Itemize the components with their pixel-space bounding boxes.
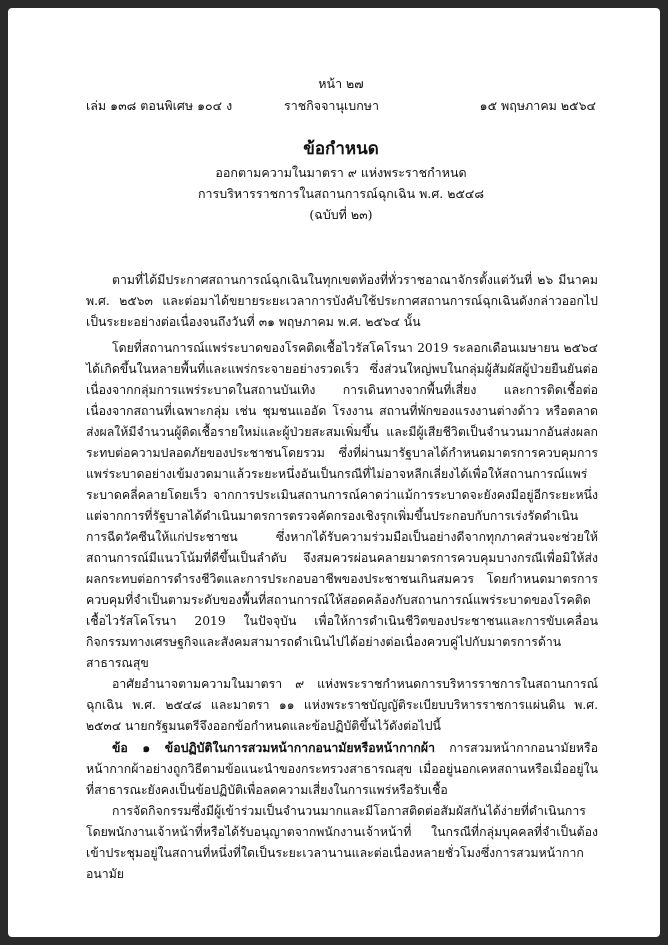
- header-line: [86, 96, 596, 114]
- title-subtitle-2: การบริหารราชการในสถานการณ์ฉุกเฉิน พ.ศ. ๒๕๔๘: [197, 186, 485, 201]
- title-edition: (ฉบับที่ ๒๓): [309, 207, 373, 222]
- paragraph-2: โดยที่สถานการณ์แพร่ระบาดของโรคติดเชื้อไวรัสโคโรนา 2019 ระลอกเดือนเมษายน ๒๕๖๔ ได้เกิดขึ้นในหลายพื้นที่และแพร่กระจายอย่างรวดเร็ว ซึ่งส่วนใหญ่พบในกลุ่มผู้สัมผัสผู้ป่วยยืนยันต่อเนื่องจากกลุ่มการแพร่ระบาดในสถานบันเทิง การเดินทางจากพื้นที่เสี่ยง และการติดเชื้อต่อเนื่องจากสถานที่เฉพาะกลุ่ม เช่น ชุมชนแออัด โรงงาน สถานที่พักของแรงงานต่างด้าว หรือตลาด ส่งผลให้มีจำนวนผู้ติดเชื้อรายใหม่และผู้ป่วยสะสมเพิ่มขึ้น และมีผู้เสียชีวิตเป็นจำนวนมากอันส่งผลกระทบต่อความปลอดภัยของประชาชนโดยรวม ซึ่งที่ผ่านมารัฐบาลได้กำหนดมาตรการควบคุมการแพร่ระบาดอย่างเข้มงวดมาแล้วระยะหนึ่งอันเป็นกรณีที่ไม่อาจหลีกเลี่ยงได้เพื่อให้สถานการณ์แพร่ระบาดคลี่คลายโดยเร็ว จากการประเมินสถานการณ์คาดว่าแม้การระบาดจะยังคงมีอยู่อีกระยะหนึ่ง แต่จากการที่รัฐบาลได้ดำเนินมาตรการตรวจคัดกรองเชิงรุกเพิ่มขึ้นประกอบกับการเร่งรัดดำเนินการฉีดวัคซีนให้แก่ประชาชน ซึ่งหากได้รับความร่วมมือเป็นอย่างดีจากทุกภาคส่วนจะช่วยให้สถานการณ์มีแนวโน้มที่ดีขึ้นเป็นลำดับ จึงสมควรผ่อนคลายมาตรการควบคุมบางกรณีเพื่อมิให้ส่งผลกระทบต่อการดำรงชีวิตและการประกอบอาชีพของประชาชนเกินสมควร โดยกำหนดมาตรการควบคุมที่จำเป็นตามระดับของพื้นที่สถานการณ์ให้สอดคล้องกับสถานการณ์แพร่ระบาดของโรคติดเชื้อไวรัสโคโรนา 2019 ในปัจจุบัน เพื่อให้การดำเนินชีวิตของประชาชนและการขับเคลื่อนกิจกรรมทางเศรษฐกิจและสังคมสามารถดำเนินไปได้อย่างต่อเนื่องควบคู่ไปกับมาตรการด้านสาธารณสุข: [86, 341, 598, 670]
- page-number: หน้า ๒๗: [318, 76, 364, 91]
- clause-1-text: การสวมหน้ากากอนามัยหรือหน้ากากผ้าอย่างถูกวิธีตามข้อแนะนำของกระทรวงสาธารณสุข เมื่ออยู่นอกเคหสถานหรือเมื่ออยู่ในที่สาธารณะยังคงเป็นข้อปฏิบัติเพื่อลดความเสี่ยงในการแพร่หรือรับเชื้อ: [86, 741, 599, 797]
- paragraph-3: อาศัยอำนาจตามความในมาตรา ๙ แห่งพระราชกำหนดการบริหารราชการในสถานการณ์ฉุกเฉิน พ.ศ. ๒๕๔๘ และมาตรา ๑๑ แห่งพระราชบัญญัติระเบียบบริหารราชการแผ่นดิน พ.ศ. ๒๕๓๔ นายกรัฐมนตรีจึงออกข้อกำหนดและข้อปฏิบัติขึ้นไว้ดังต่อไปนี้: [86, 677, 598, 733]
- page-header: [86, 74, 596, 118]
- paragraph-5: การจัดกิจกรรมซึ่งมีผู้เข้าร่วมเป็นจำนวนมากและมีโอกาสติดต่อสัมผัสกันได้ง่ายที่ดำเนินการโดยพนักงานเจ้าหน้าที่หรือได้รับอนุญาตจากพนักงานเจ้าหน้าที่ ในกรณีที่กลุ่มบุคคลที่จำเป็นต้องเข้าประชุมอยู่ในสถานที่หนึ่งที่ใดเป็นระยะเวลานานและต่อเนื่องหลายชั่วโมงซึ่งการสวมหน้ากากอนามัย: [86, 804, 598, 881]
- publication-date: ๑๕ พฤษภาคม ๒๕๖๔: [479, 98, 596, 113]
- document-title: ข้อกำหนด: [303, 139, 379, 159]
- document-title-block: [78, 136, 604, 225]
- gazette-page: [8, 8, 660, 937]
- title-subtitle-1: ออกตามความในมาตรา ๙ แห่งพระราชกำหนด: [215, 165, 467, 180]
- gazette-name: ราชกิจจานุเบกษา: [284, 98, 380, 113]
- document-body: [86, 270, 598, 885]
- volume-issue: เล่ม ๑๓๘ ตอนพิเศษ ๑๐๔ ง: [86, 98, 233, 113]
- clause-1: [86, 737, 598, 801]
- clause-1-heading: ข้อ ๑ ข้อปฏิบัติในการสวมหน้ากากอนามัยหรือหน้ากากผ้า: [112, 740, 435, 755]
- paragraph-1: ตามที่ได้มีประกาศสถานการณ์ฉุกเฉินในทุกเขตท้องที่ทั่วราชอาณาจักรตั้งแต่วันที่ ๒๖ มีนาคม พ.ศ. ๒๕๖๓ และต่อมาได้ขยายระยะเวลาการบังคับใช้ประกาศสถานการณ์ฉุกเฉินดังกล่าวออกไปเป็นระยะอย่างต่อเนื่องจนถึงวันที่ ๓๑ พฤษภาคม พ.ศ. ๒๕๖๔ นั้น: [86, 273, 598, 329]
